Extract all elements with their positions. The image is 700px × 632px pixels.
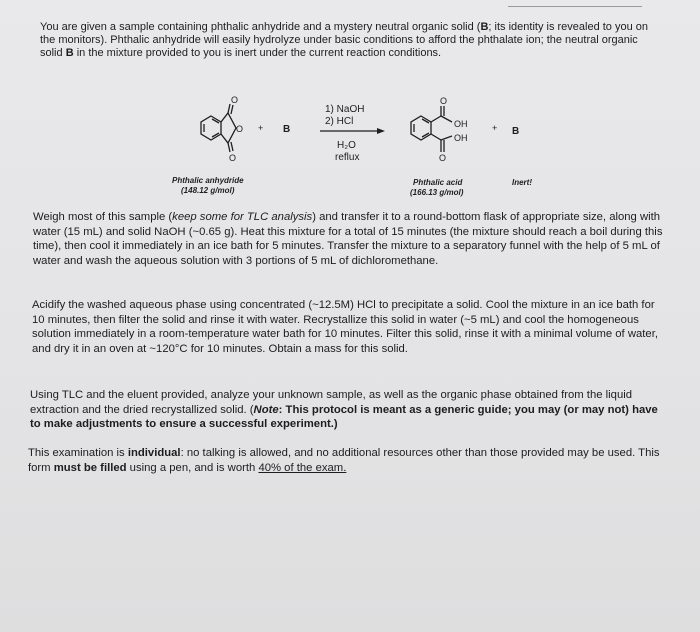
reactant-mass: (148.12 g/mol) bbox=[181, 186, 235, 195]
acid-carbonyl-o-top: O bbox=[440, 96, 448, 106]
reagent-reflux: reflux bbox=[335, 152, 360, 163]
acid-carbonyl-o-bottom: O bbox=[439, 153, 447, 163]
product-name: Phthalic acid bbox=[413, 178, 463, 187]
inert-label: Inert! bbox=[512, 178, 532, 187]
exam-weight: 40% of the exam. bbox=[258, 461, 347, 474]
anhydride-carbonyl-o-bottom: O bbox=[229, 153, 237, 163]
intro-paragraph: You are given a sample containing phthalic anhydride and a mystery neutral organic solid (B; its identity is revealed to you on the monitors). Phthalic anhydride will easily hydrolyze under basic conditions to afford the phthalate ion; the neutral organic solid B in the mixture provided to you is inert under the current reaction conditions. bbox=[40, 21, 649, 60]
reagent-naoh: 1) NaOH bbox=[325, 104, 365, 115]
reaction-scheme bbox=[0, 0, 700, 210]
arrow-head bbox=[377, 128, 385, 134]
plus-sign-1: + bbox=[258, 123, 264, 133]
procedure-paragraph-1: Weigh most of this sample (keep some for TLC analysis) and transfer it to a round-bottom flask of appropriate size, along with water (15 mL) and solid NaOH (~0.65 g). Heat this mixture for a total of 15 minutes (the mixture should reach a boil during this time), then cool it immediately in an ice bath for 5 minutes. Transfer the mixture to a separatory funnel with the help of 5 mL of water and wash the aqueous solution with 3 portions of 5 mL of dichloromethane. bbox=[33, 211, 663, 267]
reactant-name: Phthalic anhydride bbox=[172, 176, 244, 185]
anhydride-carbonyl-o-top: O bbox=[231, 95, 239, 105]
plus-sign-2: + bbox=[492, 123, 498, 133]
acid-oh-bottom: OH bbox=[454, 133, 468, 143]
acid-oh-top: OH bbox=[454, 119, 468, 129]
anhydride-ring-o: O bbox=[236, 124, 244, 134]
reagent-water: H₂O bbox=[337, 140, 356, 151]
anhydride-ring bbox=[221, 113, 236, 143]
procedure-paragraph-3: Using TLC and the eluent provided, analyze your unknown sample, as well as the organic phase obtained from the liquid extraction and the dried recrystallized solid. (Note: This protocol is meant as a generic guide; you may (or may not) have to make adjustments to ensure a successful experiment.) bbox=[30, 389, 658, 430]
procedure-paragraph-2: Acidify the washed aqueous phase using concentrated (~12.5M) HCl to precipitate a solid. Cool the mixture in an ice bath for 10 minutes, then filter the solid and rinse it with water. Recrystallize this solid in water (~5 mL) and cool the homogeneous solution immediately in a room-temperature water bath for 10 minutes. Filter this solid, rinse it with a minimal volume of water, and dry it in an oven at ~120°C for 10 minutes. Obtain a mass for this solid. bbox=[32, 299, 658, 355]
product-mass: (166.13 g/mol) bbox=[410, 188, 464, 197]
b-label-1: B bbox=[283, 124, 291, 135]
b-label-2: B bbox=[512, 126, 520, 137]
reagent-hcl: 2) HCl bbox=[325, 116, 354, 127]
instructions-paragraph: This examination is individual: no talking is allowed, and no additional resources other than those provided may be used. This form must be filled using a pen, and is worth 40% of the exam. bbox=[28, 447, 660, 474]
